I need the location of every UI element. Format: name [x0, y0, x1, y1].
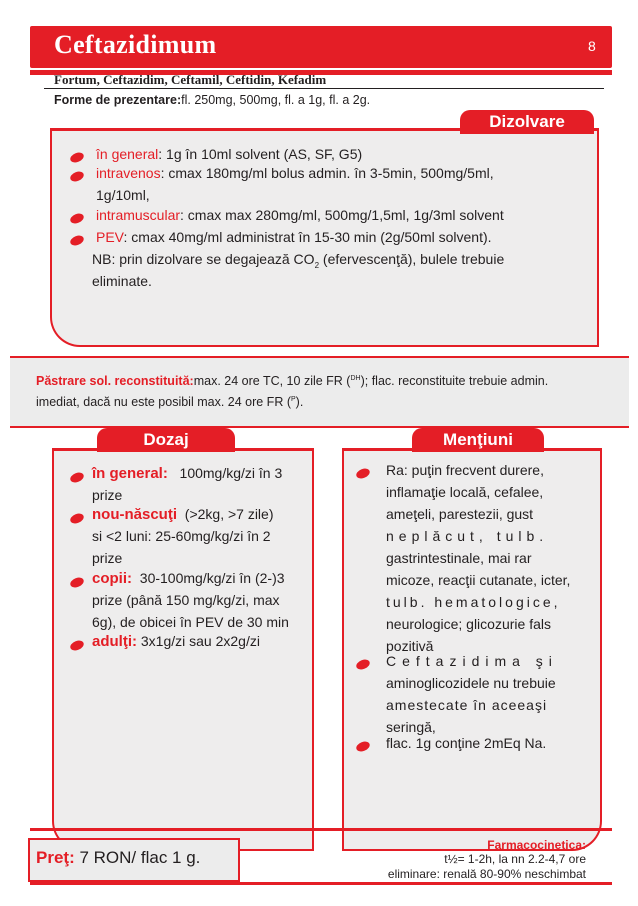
pastrare-text-2: ); flac. reconstituite trebuie admin.: [360, 374, 549, 388]
pastrare-line-2: [36, 395, 303, 409]
text: : 1g în 10ml solvent (AS, SF, G5): [158, 146, 363, 162]
mentiuni-line: micoze, reacţii cutanate, icter,: [386, 572, 571, 588]
pret-label: Preţ:: [36, 848, 75, 867]
label: în general:: [92, 465, 168, 482]
pret-value: 7 RON/ flac 1 g.: [74, 848, 201, 867]
dizolvare-nb: [92, 251, 504, 270]
tab-dozaj: Dozaj: [97, 428, 235, 452]
label: copii:: [92, 570, 132, 587]
label: PEV: [96, 229, 124, 245]
mentiuni-line: inflamaţie locală, cefalee,: [386, 484, 544, 500]
page-number: 8: [588, 38, 596, 54]
divider: [44, 88, 604, 89]
mentiuni-line: amestecate în aceeaşi: [386, 697, 548, 713]
dizolvare-item-intravenos: [96, 165, 494, 181]
text: (>2kg, >7 zile): [184, 506, 274, 522]
synonyms: Fortum, Ceftazidim, Ceftamil, Ceftidin, Kefadim: [54, 72, 327, 87]
text: : cmax 180mg/ml bolus admin. în 3-5min, 500mg/5ml,: [160, 165, 494, 181]
tab-mentiuni: Menţiuni: [412, 428, 544, 452]
nb-sub: 2: [314, 260, 320, 270]
mentiuni-line: ameţeli, parestezii, gust: [386, 506, 534, 522]
dozaj-item-nou-nascuti-cont2: prize: [92, 550, 123, 566]
drug-title: Ceftazidimum: [54, 30, 217, 59]
farmacocinetica-line-2: eliminare: renală 80-90% neschimbat: [387, 867, 586, 881]
label: intravenos: [96, 165, 161, 181]
mentiuni-line: neplăcut, tulb.: [386, 528, 549, 544]
label: adulţi:: [92, 633, 137, 650]
text: 30-100mg/kg/zi în (2-)3: [139, 570, 285, 586]
mentiuni-line: Ceftazidima şi: [386, 653, 558, 669]
pret: [36, 848, 200, 868]
dozaj-item-nou-nascuti-cont1: si <2 luni: 25-60mg/kg/zi în 2: [92, 528, 271, 544]
pastrare-label: Păstrare sol. reconstituită:: [36, 374, 194, 388]
dozaj-item-adulti: [92, 633, 260, 650]
tab-dizolvare: Dizolvare: [460, 110, 594, 134]
mentiuni-line: aminoglicozidele nu trebuie: [386, 675, 556, 691]
pastrare-line-1: [36, 374, 548, 388]
dozaj-item-general: [92, 465, 282, 482]
pastrare-text-4: ).: [295, 395, 304, 409]
mentiuni-line: seringă,: [386, 719, 436, 735]
text: 100mg/kg/zi în 3: [179, 465, 283, 481]
farmacocinetica-title: Farmacocinetica:: [487, 838, 586, 852]
pastrare-text: max. 24 ore TC, 10 zile FR (: [193, 374, 351, 388]
dizolvare-item-general: [96, 146, 362, 162]
forme-prezentare: [54, 93, 370, 107]
dozaj-item-nou-nascuti: [92, 506, 274, 523]
forme-label: Forme de prezentare:: [54, 93, 182, 107]
pastrare-panel: [10, 356, 629, 428]
dizolvare-item-intramuscular: [96, 207, 504, 223]
dozaj-item-copii-cont2: 6g), de obicei în PEV de 30 min: [92, 614, 289, 630]
mentiuni-line: neurologice; glicozurie fals: [386, 616, 551, 632]
label: în general: [96, 146, 159, 162]
text: : cmax max 280mg/ml, 500mg/1,5ml, 1g/3ml solvent: [180, 207, 504, 223]
label: intramuscular: [96, 207, 181, 223]
dizolvare-nb-cont: eliminate.: [92, 273, 152, 289]
label: nou-născuţi: [92, 506, 177, 523]
mentiuni-line: gastrintestinale, mai rar: [386, 550, 532, 566]
text: : cmax 40mg/ml administrat în 15-30 min (2g/50ml solvent).: [123, 229, 492, 245]
mentiuni-line: flac. 1g conţine 2mEq Na.: [386, 735, 547, 751]
pastrare-text-3: imediat, dacă nu este posibil max. 24 ore FR (: [36, 395, 291, 409]
nb-text: NB: prin dizolvare se degajează CO: [92, 251, 315, 267]
nb-text-2: (efervescenţă), bulele trebuie: [319, 251, 505, 267]
footer-divider: [30, 828, 612, 831]
dizolvare-item-intravenos-cont: 1g/10ml,: [96, 187, 150, 203]
pastrare-sup: DH: [350, 374, 361, 382]
mentiuni-line: pozitivă: [386, 638, 434, 654]
text: 3x1g/zi sau 2x2g/zi: [140, 633, 260, 649]
dizolvare-item-pev: [96, 229, 492, 245]
dozaj-item-general-cont: prize: [92, 487, 123, 503]
dozaj-item-copii-cont1: prize (până 150 mg/kg/zi, max: [92, 592, 280, 608]
farmacocinetica-line-1: t½= 1-2h, la nn 2.2-4,7 ore: [444, 852, 586, 866]
footer-bar: [30, 882, 612, 885]
forme-value: fl. 250mg, 500mg, fl. a 1g, fl. a 2g.: [181, 93, 371, 107]
mentiuni-line: tulb. hematologice,: [386, 594, 561, 610]
dozaj-item-copii: [92, 570, 285, 587]
pastrare-sup-2: P: [290, 395, 296, 403]
mentiuni-line: Ra: puţin frecvent durere,: [386, 462, 544, 478]
